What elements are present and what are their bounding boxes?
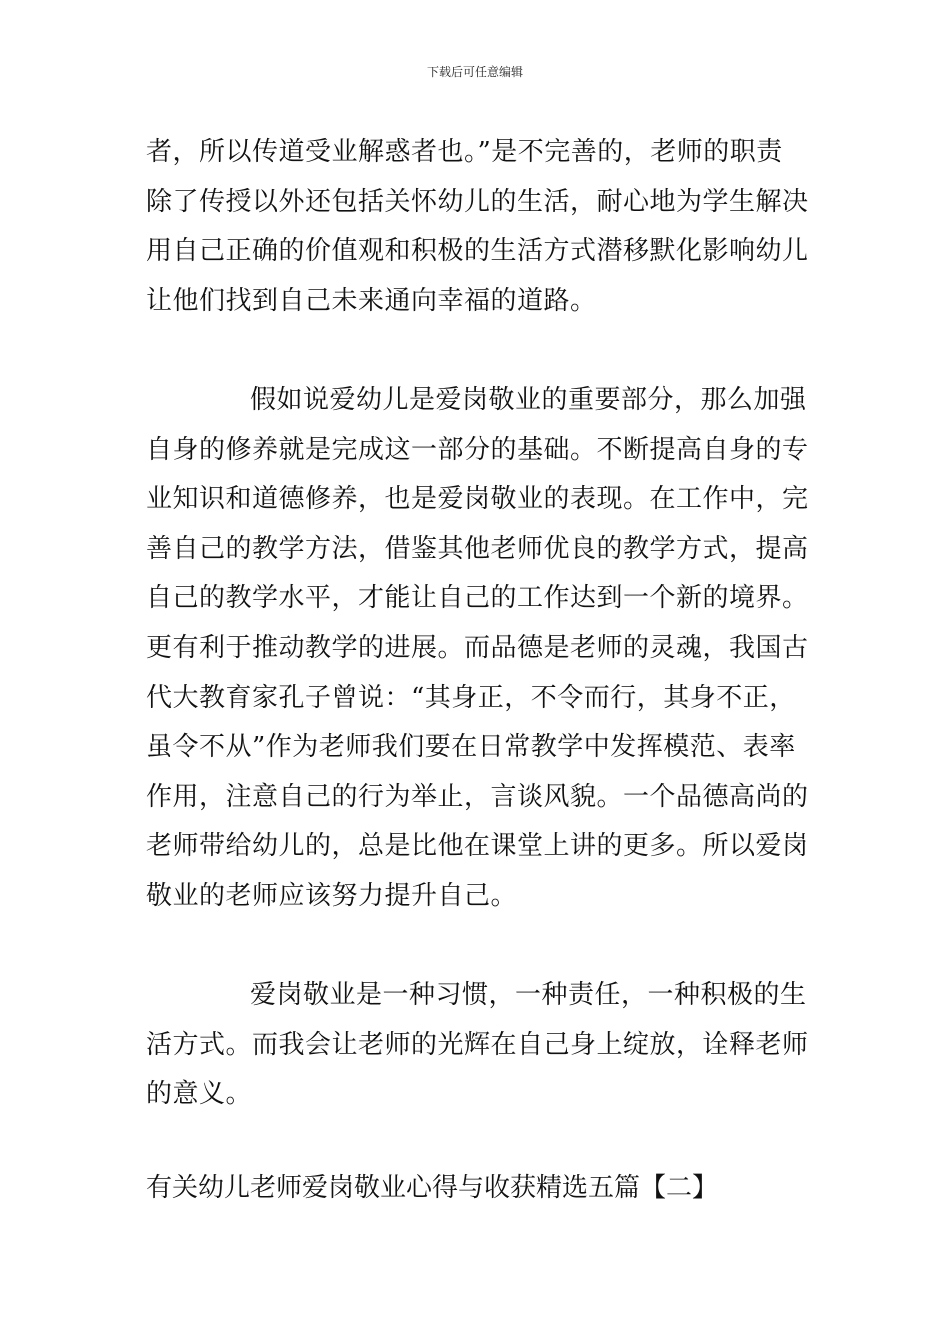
paragraph-spacer xyxy=(146,922,810,972)
page-header: 下载后可任意编辑 xyxy=(426,65,523,79)
paragraph-line: 的意义。 xyxy=(146,1079,253,1110)
paragraph-2 xyxy=(146,376,810,922)
paragraph-line: 者，所以传道受业解惑者也。”是不完善的，老师的职责 xyxy=(146,137,783,167)
paragraph-1 xyxy=(146,128,810,326)
paragraph-line: 作用，注意自己的行为举止，言谈风貌。一个品德高尚的 xyxy=(146,781,809,812)
paragraph-line: 业知识和道德修养，也是爱岗敬业的表现。在工作中，完 xyxy=(146,484,809,515)
paragraph-line: 假如说爱幼儿是爱岗敬业的重要部分，那么加强 xyxy=(250,384,807,415)
paragraph-line: 活方式。而我会让老师的光辉在自己身上绽放，诠释老师 xyxy=(146,1029,809,1060)
paragraph-line: 更有利于推动教学的进展。而品德是老师的灵魂，我国古 xyxy=(146,632,809,663)
paragraph-line: 用自己正确的价值观和积极的生活方式潜移默化影响幼儿 xyxy=(146,236,809,267)
paragraph-line: 爱岗敬业是一种习惯，一种责任，一种积极的生 xyxy=(250,980,807,1011)
document-body xyxy=(146,128,810,1213)
paragraph-3 xyxy=(146,971,810,1120)
paragraph-line: 代大教育家孔子曾说：“其身正，不令而行，其身不正， xyxy=(146,682,796,713)
paragraph-line: 善自己的教学方法，借鉴其他老师优良的教学方式，提高 xyxy=(146,533,809,564)
section-heading: 有关幼儿老师爱岗敬业心得与收获精选五篇【二】 xyxy=(146,1172,719,1203)
paragraph-line: 自己的教学水平，才能让自己的工作达到一个新的境界。 xyxy=(146,583,809,614)
paragraph-line: 老师带给幼儿的，总是比他在课堂上讲的更多。所以爱岗 xyxy=(146,831,809,862)
paragraph-spacer xyxy=(146,326,810,376)
paragraph-line: 敬业的老师应该努力提升自己。 xyxy=(146,880,518,911)
paragraph-spacer xyxy=(146,1120,810,1164)
paragraph-line: 虽令不从”作为老师我们要在日常教学中发挥模范、表率 xyxy=(146,732,796,763)
paragraph-line: 让他们找到自己未来通向幸福的道路。 xyxy=(146,285,597,316)
paragraph-line: 自身的修养就是完成这一部分的基础。不断提高自身的专 xyxy=(146,434,809,465)
paragraph-line: 除了传授以外还包括关怀幼儿的生活，耐心地为学生解决 xyxy=(146,186,809,217)
